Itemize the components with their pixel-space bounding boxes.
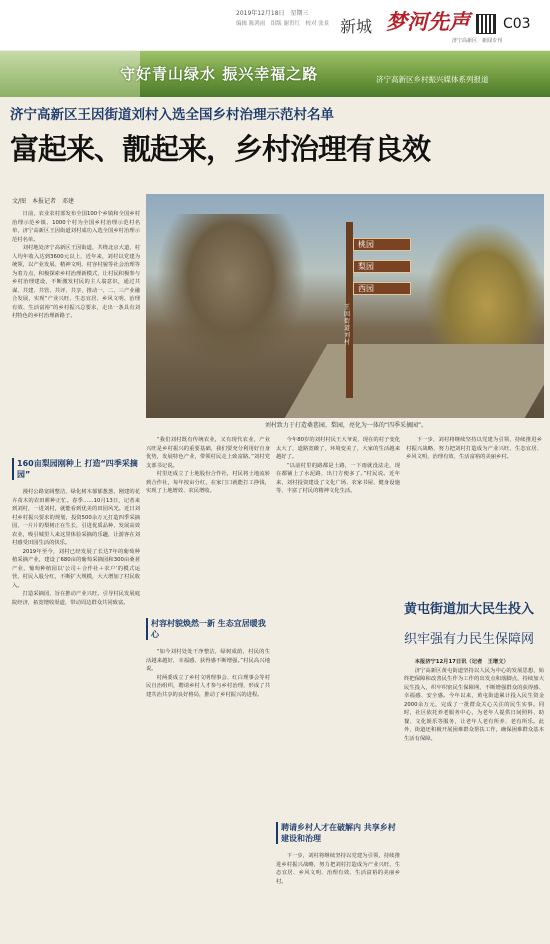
main-photo [146,194,544,418]
banner-slogan: 守好青山绿水 振兴幸福之路 [120,65,319,83]
text-column [146,648,270,936]
subhead-box [146,618,271,640]
editor-line: 编辑 陈鸿雨 组版 谢贵红 校对 张景 [236,21,330,27]
subhead-box [12,458,141,480]
text-column [276,852,400,936]
qr-code-icon [476,14,496,34]
newspaper-logo: 梦河先声 [386,9,470,34]
post-label: 王因街道刘村 [344,304,351,346]
sign-board [353,238,411,251]
subhead-box [276,822,401,844]
paragraph: 漫村公路宽阔整洁，绿化树木郁郁葱葱，刚建的花卉苗木的农田耕种正忙。春季……10月13日，记者来到刘村，一进刘村，就能看到优美的田园风光。近日刘村乡村振兴要求的规划，投资500余万元打造四季采摘园，一片片的梨树正在生长，引进优质品种，发展高效农业，吸引城里人来这里体验采摘的乐趣，让游客在刘村感受田园生活的快乐。 [12,489,140,546]
subhead: 村容村貌焕然一新 生态宜居暖我心 [151,619,266,639]
sign-label: 西园 [358,284,374,293]
byline: 文/图 本报记者 邓建 [12,198,75,205]
page-header [0,0,550,50]
text-column [276,436,400,812]
sign-label: 桃园 [358,240,374,249]
paragraph: 村里还成立了土地股份合作社，村民将土地流转到合作社，每年按亩分红，在家门口就能打工挣钱，实现了土地增效、农民增收。 [146,471,270,494]
banner-caption: 济宁高新区乡村振兴媒体系列报道 [376,75,489,84]
text-column [406,436,542,586]
banner-decoration [0,51,140,97]
path [285,344,544,418]
text-column [12,488,140,936]
paragraph: 下一步，刘村将继续坚持以党建为引领，持续推进乡村振兴战略，努力把刘村打造成为产业兴旺、生态宜居、乡风文明、治理有效、生活富裕的美丽乡村。 [276,853,400,885]
logo-subtitle: 济宁高新区 新闻专刊 [452,38,503,44]
right-byline: 本报济宁12月17日讯（记者 王增文） [414,659,509,665]
main-headline: 富起来、靓起来，乡村治理有良效 [10,132,431,166]
right-subheadline: 织牢强有力民生保障网 [404,632,535,647]
main-kicker: 济宁高新区王因街道刘村入选全国乡村治理示范村名单 [10,107,334,123]
paragraph: 今年80岁的刘村村民王大爷说，现在的村子变化太大了，道路宽敞了，环境变美了，大家的生活越来越好了。 [276,437,400,460]
sign-board [353,282,411,295]
photo-caption: 刘村致力于打造桑葚园、梨园，亮化为一体的“四季采摘园”。 [264,422,428,429]
page-number: C03 [503,16,531,32]
paragraph: “如今刘村处处干净整洁，绿树成荫，村民的生活越来越好，幸福感、获得感不断增强。”村民高兴地说。 [146,649,270,672]
paragraph: 2019年至今，刘村已经发展了长达7年的葡萄种植采摘产业，建设了680亩的葡萄采摘园和300亩桑葚产业，葡萄种植园以‘公司＋合作社＋农户’的模式运营，村民入股分红，不断扩大规模，大大增加了村民收入。 [12,548,140,589]
subhead: 聘请乡村人才在破解内 共享乡村建设和治理 [281,823,396,843]
tree-left [156,214,306,374]
paragraph: 下一步，刘村将继续坚持以党建为引领，持续推进乡村振兴战略，努力把刘村打造成为产业兴旺、生态宜居、乡风文明、治理有效、生活富裕的美丽乡村。 [406,437,542,460]
section-name: 新城 [340,17,373,36]
lead-paragraph: 日前，农业农村部发布全国100个乡镇和全国乡村治理示范乡镇、1000个村为全国乡村治理示范村名单，济宁高新区王因街道刘村成功入选全国乡村治理示范村名单。 [12,211,140,243]
sign-board [353,260,411,273]
lead-column [12,210,140,392]
sign-label: 梨园 [358,262,374,271]
paragraph: “以前村里的路都是土路，一下雨就没法走，现在都铺上了水泥路，出门方便多了。”村民说。近年来，刘村投资建设了文化广场、农家书屋、健身设施等，丰富了村民的精神文化生活。 [276,462,400,494]
paragraph: “我们刘村既有传统农业，又有现代农业，产业兴旺是乡村振兴的重要基础，我们要充分利用好自身优势，发展特色产业，带领村民走上致富路。”刘村党支部书记说。 [146,437,270,469]
right-article-body [404,658,544,936]
paragraph: 济宁高新区黄屯街道坚持以人民为中心的发展思想，始终把保障和改善民生作为工作的出发点和落脚点，持续加大民生投入，织牢织密民生保障网，不断增强群众的获得感、幸福感、安全感。今年以来，黄屯街道累计投入民生资金2000余万元，完成了一批群众关心关注的民生实事。同时，社区依托养老服务中心，为老年人提供日间照料、助餐、文化娱乐等服务，让老年人老有所养、老有所乐。此外，街道还积极开展困难群众帮扶工作，确保困难群众基本生活有保障。 [404,667,544,742]
feature-banner [0,51,550,97]
paragraph: 打造采摘园，旨在推动产业兴旺，引导村民发展庭院经济，拓宽增收渠道，带动周边群众共同致富。 [12,591,140,606]
paragraph: 村两委成立了乡村文明理事会、红白理事会等村民自治组织，聘请乡村人才参与乡村治理，形成了共建共治共享的良好格局，推动了乡村振兴的进程。 [146,674,270,698]
lead-paragraph: 刘村地处济宁高新区王因街道，共绕北京大道，村人均年收入达到3600元以上，近年来，刘村以党建为统领，以产业发展、精神文明、村容村貌等社会治理等为着力点，积极探索乡村治理新模式，让村民积极参与乡村治理建设，不断激发村民的主人翁意识，通过共谋、共建、共管、共评、共享，推动一、二、三产业融合发展，实现“产业兴旺、生态宜居、乡风文明、治理有效、生活富裕”的乡村振兴总要求，走出一条具有刘村特色的乡村治理新路子。 [12,245,140,319]
date-line: 2019年12月18日 星期三 [236,10,309,17]
text-column [146,436,270,612]
right-headline: 黄屯街道加大民生投入 [404,602,535,617]
subhead: 160亩梨园刚种上 打造“四季采摘园” [17,459,138,479]
